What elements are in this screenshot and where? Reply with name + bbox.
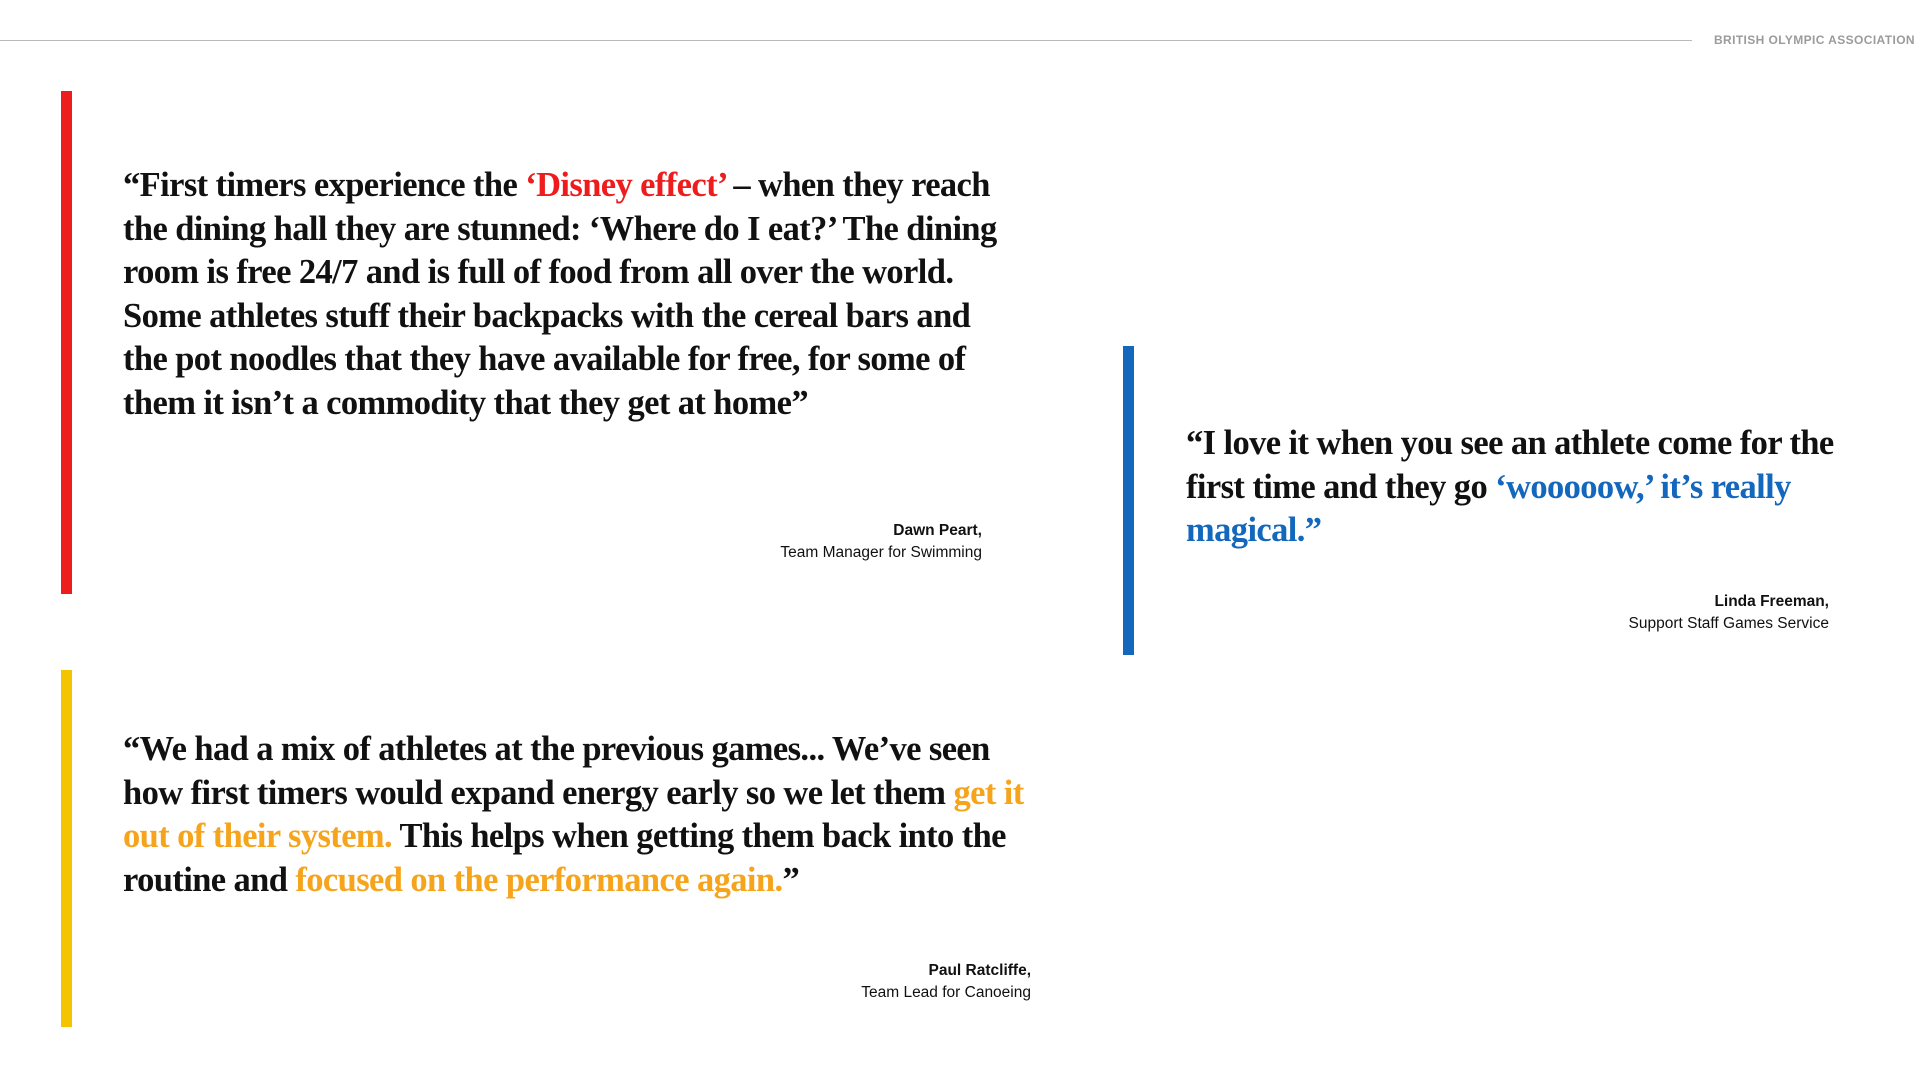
- quote-accent-bar-yellow: [61, 670, 72, 1027]
- quote-highlight: get it out of their system.: [123, 773, 1024, 855]
- attribution-dawn-peart: [780, 520, 982, 564]
- quote-paul-ratcliffe: [123, 728, 1033, 902]
- quote-text: “We had a mix of athletes at the previous games... We’ve seen how first timers would expand energy early so we let them: [123, 730, 990, 812]
- speaker-name: Paul Ratcliffe,: [928, 962, 1031, 979]
- speaker-name: Dawn Peart,: [893, 522, 982, 539]
- speaker-role: Team Manager for Swimming: [780, 544, 982, 561]
- speaker-role: Support Staff Games Service: [1628, 615, 1829, 632]
- quote-linda-freeman: [1186, 422, 1886, 553]
- quote-accent-bar-blue: [1123, 346, 1134, 655]
- speaker-name: Linda Freeman,: [1714, 593, 1829, 610]
- quote-highlight: focused on the performance again.: [295, 860, 783, 899]
- attribution-linda-freeman: [1629, 591, 1829, 635]
- quote-text: “I love it when you see an athlete come for the first time and they go: [1186, 424, 1834, 506]
- quote-highlight: ‘Disney effect’: [525, 166, 726, 204]
- header-divider: [0, 40, 1692, 41]
- quote-dawn-peart: [123, 164, 1003, 425]
- attribution-paul-ratcliffe: [861, 960, 1031, 1004]
- quote-text: This helps when getting them back into the routine and: [123, 817, 1006, 899]
- quote-text: “First timers experience the: [123, 166, 526, 204]
- quote-text: – when they reach the dining hall they are stunned: ‘Where do I eat?’ The dining room is free 24/7 and is full of food from all over the world. Some athletes stuff their backpacks with the cereal bars and the pot noodles that they have available for free, for some of them it isn’t a commodity that they get at home”: [123, 166, 997, 422]
- organization-label: BRITISH OLYMPIC ASSOCIATION: [1713, 33, 1915, 47]
- quote-accent-bar-red: [61, 91, 72, 594]
- quote-highlight: ‘wooooow,’ it’s really magical.”: [1186, 467, 1791, 549]
- speaker-role: Team Lead for Canoeing: [861, 984, 1031, 1001]
- quote-text: ”: [782, 860, 800, 899]
